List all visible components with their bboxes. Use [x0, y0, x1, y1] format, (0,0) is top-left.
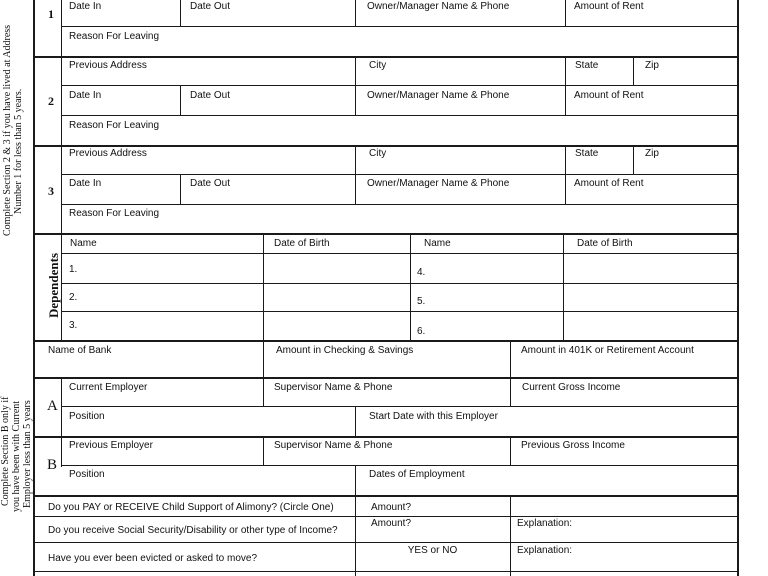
amount-of-rent-field[interactable]: Amount of Rent [574, 90, 644, 101]
number-column-divider-employment [61, 377, 62, 467]
rule [61, 85, 737, 86]
social-security-question: Do you receive Social Security/Disability or other type of Income? [48, 525, 338, 536]
rule [61, 204, 737, 205]
dependent-row-6[interactable]: 6. [417, 326, 426, 337]
cell-divider [355, 85, 356, 115]
note-line: Employer less than 5 years [22, 400, 33, 508]
zip-field[interactable]: Zip [645, 148, 659, 159]
cell-divider [355, 145, 356, 174]
date-in-field[interactable]: Date In [69, 1, 102, 12]
rule [61, 465, 737, 466]
rule [33, 542, 738, 543]
cell-divider [263, 340, 264, 377]
date-out-field[interactable]: Date Out [190, 90, 231, 101]
amount-of-rent-field[interactable]: Amount of Rent [574, 1, 644, 12]
cell-divider [355, 465, 356, 495]
cell-divider [355, 495, 356, 576]
eviction-question: Have you ever been evicted or asked to move? [48, 553, 258, 564]
dependent-name-header: Name [70, 238, 97, 249]
rule [61, 406, 737, 407]
note-line: you have been with Current [11, 400, 22, 512]
rule [33, 571, 738, 572]
cell-divider [565, 56, 566, 85]
cell-divider [263, 377, 264, 406]
child-support-question: Do you PAY or RECEIVE Child Support of Alimony? (Circle One) [48, 502, 334, 513]
previous-employer-field[interactable]: Previous Employer [69, 440, 153, 451]
date-out-field[interactable]: Date Out [190, 178, 231, 189]
current-gross-income-field[interactable]: Current Gross Income [522, 382, 621, 393]
residence-section-note [2, 25, 24, 236]
dates-of-employment-field[interactable]: Dates of Employment [369, 469, 465, 480]
left-border [33, 0, 35, 576]
bank-name-field[interactable]: Name of Bank [48, 345, 112, 356]
cell-divider [355, 174, 356, 204]
retirement-account-field[interactable]: Amount in 401K or Retirement Account [521, 345, 694, 356]
section-rule [33, 495, 738, 497]
rule [61, 26, 737, 27]
yes-or-no-choice[interactable]: YES or NO [407, 545, 458, 556]
dependent-name-header: Name [424, 238, 451, 249]
owner-manager-field[interactable]: Owner/Manager Name & Phone [367, 178, 510, 189]
cell-divider [563, 233, 564, 340]
right-border [737, 0, 739, 576]
cell-divider [410, 233, 411, 340]
cell-divider [565, 145, 566, 174]
section-rule [33, 436, 738, 438]
position-field[interactable]: Position [69, 469, 105, 480]
date-in-field[interactable]: Date In [69, 178, 102, 189]
dependents-section-label: Dependents [46, 252, 61, 318]
city-field[interactable]: City [369, 60, 387, 71]
cell-divider [565, 174, 566, 204]
social-security-amount-field[interactable]: Amount? [371, 518, 412, 529]
cell-divider [355, 56, 356, 85]
date-in-field[interactable]: Date In [69, 90, 102, 101]
residence-number: 1 [48, 7, 54, 21]
start-date-field[interactable]: Start Date with this Employer [369, 411, 498, 422]
zip-field[interactable]: Zip [645, 60, 659, 71]
cell-divider [565, 0, 566, 26]
rule [61, 115, 737, 116]
date-out-field[interactable]: Date Out [190, 1, 231, 12]
cell-divider [633, 145, 634, 174]
dependent-row-4[interactable]: 4. [417, 267, 426, 278]
checking-savings-field[interactable]: Amount in Checking & Savings [276, 345, 414, 356]
section-rule [33, 340, 738, 342]
city-field[interactable]: City [369, 148, 387, 159]
note-line: Complete Section 2 & 3 if you have lived at Address [2, 24, 13, 236]
previous-gross-income-field[interactable]: Previous Gross Income [521, 440, 625, 451]
rule [61, 283, 737, 284]
cell-divider [510, 340, 511, 377]
cell-divider [355, 0, 356, 26]
residence-number: 2 [48, 94, 54, 108]
eviction-explanation-field[interactable]: Explanation: [517, 545, 573, 556]
rule [33, 516, 738, 517]
current-employer-field[interactable]: Current Employer [69, 382, 148, 393]
employment-section-note [0, 397, 33, 512]
previous-address-field[interactable]: Previous Address [69, 148, 147, 159]
rule [61, 253, 737, 254]
child-support-amount-field[interactable]: Amount? [371, 502, 412, 513]
state-field[interactable]: State [575, 60, 599, 71]
position-field[interactable]: Position [69, 411, 105, 422]
owner-manager-field[interactable]: Owner/Manager Name & Phone [367, 1, 510, 12]
dependent-row-5[interactable]: 5. [417, 296, 426, 307]
cell-divider [510, 495, 511, 576]
cell-divider [355, 406, 356, 436]
cell-divider [180, 85, 181, 115]
reason-for-leaving-field[interactable]: Reason For Leaving [69, 31, 160, 42]
dependent-row-2[interactable]: 2. [69, 292, 78, 303]
employment-section-b: B [47, 457, 58, 473]
cell-divider [633, 56, 634, 85]
supervisor-field[interactable]: Supervisor Name & Phone [274, 382, 393, 393]
rule [61, 174, 737, 175]
cell-divider [180, 174, 181, 204]
dependent-dob-header: Date of Birth [577, 238, 633, 249]
cell-divider [510, 377, 511, 406]
employment-section-a: A [47, 398, 58, 414]
rule [61, 311, 737, 312]
section-rule [33, 377, 738, 379]
cell-divider [263, 233, 264, 340]
cell-divider [263, 436, 264, 465]
dependent-row-3[interactable]: 3. [69, 320, 78, 331]
state-field[interactable]: State [575, 148, 599, 159]
reason-for-leaving-field[interactable]: Reason For Leaving [69, 120, 160, 131]
section-rule [33, 233, 738, 235]
note-line: Complete Section B only if [0, 396, 11, 506]
cell-divider [565, 85, 566, 115]
dependent-row-1[interactable]: 1. [69, 264, 78, 275]
amount-of-rent-field[interactable]: Amount of Rent [574, 178, 644, 189]
social-security-explanation-field[interactable]: Explanation: [517, 518, 573, 529]
residence-number: 3 [48, 184, 54, 198]
cell-divider [510, 436, 511, 465]
reason-for-leaving-field[interactable]: Reason For Leaving [69, 208, 160, 219]
supervisor-field[interactable]: Supervisor Name & Phone [274, 440, 393, 451]
note-line: Number 1 for less than 5 years. [13, 88, 24, 214]
owner-manager-field[interactable]: Owner/Manager Name & Phone [367, 90, 510, 101]
previous-address-field[interactable]: Previous Address [69, 60, 147, 71]
dependent-dob-header: Date of Birth [274, 238, 330, 249]
cell-divider [180, 0, 181, 26]
